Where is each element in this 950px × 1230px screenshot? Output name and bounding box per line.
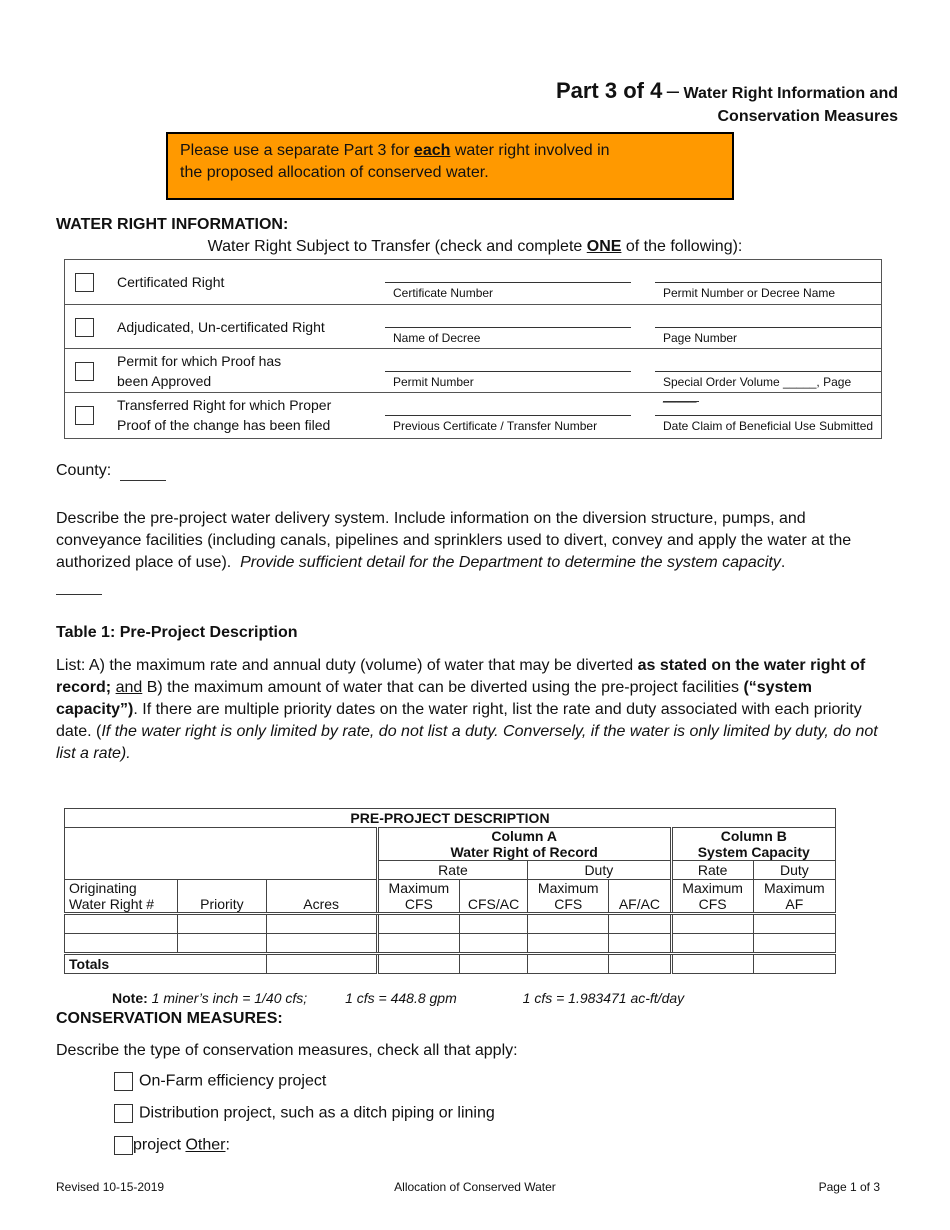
cell[interactable] [377, 954, 459, 974]
cell[interactable] [266, 914, 377, 934]
field-line [385, 327, 631, 328]
describe-paragraph [56, 508, 886, 574]
water-right-heading: WATER RIGHT INFORMATION: [56, 216, 289, 233]
table-caption: PRE-PROJECT DESCRIPTION [65, 809, 836, 828]
cell[interactable] [459, 954, 527, 974]
field-line [655, 415, 881, 416]
field-line [655, 282, 881, 283]
option-permit [65, 348, 881, 403]
list-and: and [115, 679, 143, 696]
field-line [385, 371, 631, 372]
field-line [655, 327, 881, 328]
option-label: Distribution project, such as a ditch piping or lining [139, 1104, 495, 1122]
col-b-max-cfs [671, 880, 753, 914]
cell[interactable] [671, 954, 753, 974]
cell[interactable] [178, 934, 266, 954]
col-b-max-af [753, 880, 835, 914]
cell[interactable] [528, 934, 609, 954]
table1-heading: Table 1: Pre-Project Description [56, 624, 298, 641]
option-label: project [133, 1136, 186, 1154]
describe-end: . [780, 554, 786, 571]
cell[interactable] [528, 914, 609, 934]
label-line2: been Approved [117, 373, 212, 389]
pre-project-table [64, 808, 836, 974]
cell[interactable] [528, 954, 609, 974]
title-line1: Water Right Information and [683, 85, 898, 102]
table-row [65, 914, 836, 934]
max-label: Maximum [537, 880, 599, 896]
field-label: Previous Certificate / Transfer Number [393, 419, 598, 433]
option-label: Certificated Right [117, 274, 225, 290]
cell[interactable] [753, 954, 835, 974]
checkbox-other[interactable] [114, 1136, 133, 1155]
field-line [663, 401, 699, 402]
cell[interactable] [266, 934, 377, 954]
list-bold: as stated on the water right of record; [56, 657, 866, 696]
label-line1: Transferred Right for which Proper [117, 397, 332, 413]
units-note [112, 990, 684, 1006]
field-label: Permit Number or Decree Name [663, 286, 836, 300]
col-b-duty: Duty [753, 861, 835, 880]
table1-instructions [56, 655, 886, 765]
notice-emphasis: each [413, 142, 451, 159]
checkbox-transferred[interactable] [75, 406, 94, 425]
part-number: Part 3 of 4 [555, 78, 663, 103]
originating-line2: Water Right # [69, 896, 155, 912]
field-label: Date Claim of Beneficial Use Submitted [663, 419, 874, 433]
field-line [655, 371, 881, 372]
cell[interactable] [377, 934, 459, 954]
note-1: 1 miner’s inch = 1/40 cfs; [151, 990, 308, 1006]
note-label: Note: [112, 990, 148, 1006]
footer-title: Allocation of Conserved Water [394, 1180, 556, 1194]
notice-text: Please use a separate Part 3 for [180, 142, 414, 159]
list-text-3: . If there are multiple priority dates on the water right, list the rate and duty associated with each priority date. ( [56, 701, 862, 740]
water-right-subtitle [0, 238, 950, 256]
conservation-heading: CONSERVATION MEASURES: [56, 1010, 283, 1027]
checkbox-permit[interactable] [75, 362, 94, 381]
list-italic: If the water right is only limited by rate, do not list a duty. Conversely, if the water is only limited by duty, do not list a rate). [56, 723, 878, 762]
col-a-max-cfs-duty [528, 880, 609, 914]
totals-label: Totals [65, 954, 267, 974]
option-adjudicated [65, 304, 881, 349]
column-a-subtitle: Water Right of Record [450, 844, 598, 860]
checkbox-certificated[interactable] [75, 273, 94, 292]
notice-line2: the proposed allocation of conserved water. [180, 164, 489, 181]
county-input[interactable] [120, 462, 166, 481]
column-b-subtitle: System Capacity [697, 844, 810, 860]
cell[interactable] [459, 914, 527, 934]
cell[interactable] [178, 914, 266, 934]
label-line1: Permit for which Proof has [117, 353, 282, 369]
cfs-label: CFS [698, 896, 727, 912]
option-label: Adjudicated, Un-certificated Right [117, 319, 325, 335]
option-label [117, 351, 281, 391]
checkbox-on-farm[interactable] [114, 1072, 133, 1091]
option-certificated [65, 260, 881, 304]
subtitle-text-after: of the following): [621, 238, 743, 255]
cfs-label: CFS [554, 896, 583, 912]
cell[interactable] [65, 914, 178, 934]
cell[interactable] [753, 934, 835, 954]
totals-row [65, 954, 836, 974]
originating-line1: Originating [69, 880, 137, 896]
field-label: Permit Number [393, 375, 474, 389]
cell[interactable] [609, 914, 671, 934]
part-title [556, 78, 898, 126]
option-other-label: Other [185, 1136, 226, 1154]
col-b-rate: Rate [671, 861, 753, 880]
subtitle-emphasis: ONE [586, 238, 622, 255]
footer-revised: Revised 10-15-2019 [56, 1180, 165, 1194]
describe-answer-line[interactable] [56, 594, 102, 595]
column-b-header [671, 828, 835, 861]
notice-box [166, 132, 734, 200]
county-field [56, 462, 166, 481]
col-acres: Acres [266, 880, 377, 914]
option-other [114, 1136, 230, 1155]
cell[interactable] [671, 934, 753, 954]
blank-header [65, 828, 378, 880]
max-label: Maximum [682, 880, 743, 896]
col-originating [65, 880, 178, 914]
column-a-header [377, 828, 671, 861]
col-priority: Priority [178, 880, 266, 914]
col-a-max-cfs [377, 880, 459, 914]
cell[interactable] [671, 914, 753, 934]
column-a-title: Column A [491, 828, 557, 844]
describe-text: Describe the pre-project water delivery system. Include information on the diversion structure, pumps, and conveyance facilities (including canals, pipelines and sprinklers used to divert, convey and apply the water at the authorized place of use). [56, 510, 852, 571]
cell[interactable] [609, 934, 671, 954]
col-a-rate: Rate [377, 861, 527, 880]
option-label [117, 395, 331, 435]
option-label: On-Farm efficiency project [139, 1072, 327, 1090]
field-label: Certificate Number [393, 286, 494, 300]
af-label: AF [785, 896, 804, 912]
option-on-farm [114, 1072, 326, 1091]
option-colon: : [225, 1136, 230, 1154]
footer-page: Page 1 of 3 [818, 1180, 880, 1194]
notice-text-after: water right involved in [450, 142, 610, 159]
max-label: Maximum [388, 880, 450, 896]
water-right-options [64, 259, 882, 439]
field-line [385, 282, 631, 283]
county-label: County: [56, 462, 112, 479]
field-line [385, 415, 631, 416]
table-row [65, 934, 836, 954]
field-label: Special Order Volume _____, Page _____ [663, 375, 852, 403]
list-text-2: B) the maximum amount of water that can be diverted using the pre-project facilities [142, 679, 744, 696]
cell[interactable] [65, 934, 178, 954]
cfs-label: CFS [404, 896, 433, 912]
col-a-cfs-ac: CFS/AC [459, 880, 527, 914]
label-line2: Proof of the change has been filed [117, 417, 331, 433]
field-label: Page Number [663, 331, 738, 345]
list-text: List: A) the maximum rate and annual duty (volume) of water that may be diverted [56, 657, 638, 674]
note-2: 1 cfs = 448.8 gpm [345, 990, 457, 1006]
checkbox-distribution[interactable] [114, 1104, 133, 1123]
describe-italic: Provide sufficient detail for the Department to determine the system capacity [240, 554, 781, 571]
cell[interactable] [459, 934, 527, 954]
title-line2: Conservation Measures [717, 108, 898, 125]
option-transferred [65, 392, 881, 437]
conservation-intro: Describe the type of conservation measures, check all that apply: [56, 1042, 518, 1059]
col-a-af-ac: AF/AC [609, 880, 671, 914]
field-label: Name of Decree [393, 331, 481, 345]
cell[interactable] [266, 954, 377, 974]
note-3: 1 cfs = 1.983471 ac-ft/day [522, 990, 685, 1006]
max-label: Maximum [764, 880, 825, 896]
option-distribution [114, 1104, 495, 1123]
col-a-duty: Duty [528, 861, 671, 880]
cell[interactable] [753, 914, 835, 934]
column-b-title: Column B [720, 828, 787, 844]
title-dash: – [666, 78, 680, 103]
cell[interactable] [609, 954, 671, 974]
subtitle-text: Water Right Subject to Transfer (check and complete [207, 238, 587, 255]
list-bold-2: (“system capacity”) [56, 679, 812, 718]
checkbox-adjudicated[interactable] [75, 318, 94, 337]
cell[interactable] [377, 914, 459, 934]
